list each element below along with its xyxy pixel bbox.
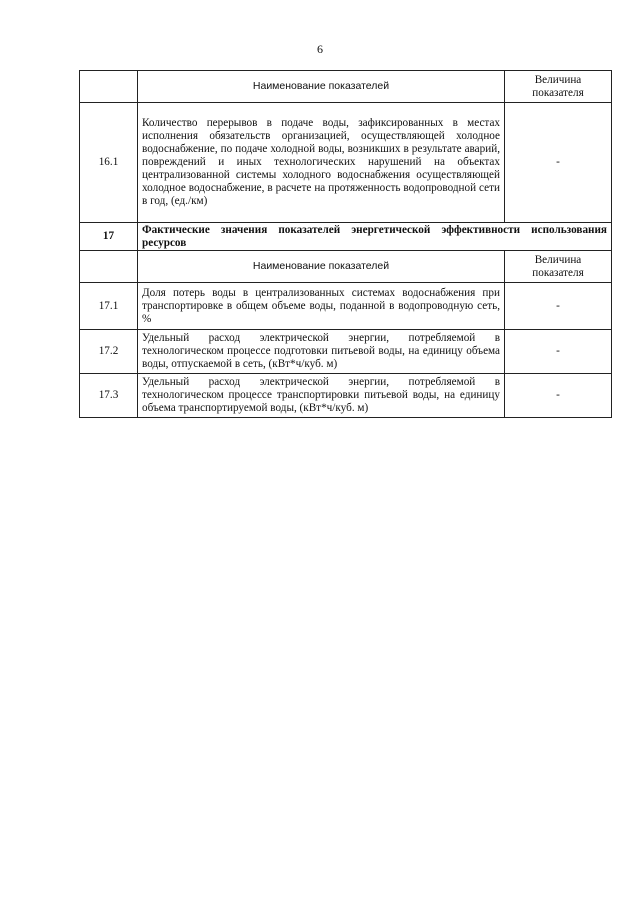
header-value-cell: Величина показателя: [505, 71, 612, 103]
row-description: Удельный расход электрической энергии, потребляемой в технологическом процессе транспортировки питьевой воды, на единицу объема транспортируемой воды, (кВт*ч/куб. м): [138, 374, 505, 418]
row-number: 17.2: [80, 330, 138, 374]
table-row-17-2: [80, 330, 612, 374]
subheader-name-cell: Наименование показателей: [138, 251, 505, 283]
subheader-number-cell: [80, 251, 138, 283]
section-row-17: [80, 223, 612, 251]
row-value: -: [505, 283, 612, 330]
row-number: 17.1: [80, 283, 138, 330]
row-description: Удельный расход электрической энергии, потребляемой в технологическом процессе подготовки питьевой воды, на единицу объема воды, отпускаемой в сеть, (кВт*ч/куб. м): [138, 330, 505, 374]
section-number: 17: [80, 223, 138, 251]
table-header-row: [80, 71, 612, 103]
table-row-17-1: [80, 283, 612, 330]
row-description: Доля потерь воды в централизованных системах водоснабжения при транспортировке в общем объеме воды, поданной в водопроводную сеть, %: [138, 283, 505, 330]
row-description: Количество перерывов в подаче воды, зафиксированных в местах исполнения обязательств организацией, осуществляющей холодное водоснабжение, по подаче холодной воды, возникших в результате аварий, повреждений и иных технологических нарушений на объектах централизованной системы холодного водоснабжения осуществляющей холодное водоснабжение, в расчете на протяженность водопроводной сети в год, (ед./км): [138, 103, 505, 223]
indicators-table: [79, 70, 612, 418]
row-value: -: [505, 374, 612, 418]
subheader-value-cell: Величина показателя: [505, 251, 612, 283]
row-number: 16.1: [80, 103, 138, 223]
row-value: -: [505, 103, 612, 223]
header-number-cell: [80, 71, 138, 103]
table-row-17-3: [80, 374, 612, 418]
row-number: 17.3: [80, 374, 138, 418]
row-value: -: [505, 330, 612, 374]
table-row-16-1: [80, 103, 612, 223]
table-subheader-row: [80, 251, 612, 283]
page-number: 6: [317, 42, 323, 56]
header-name-cell: Наименование показателей: [138, 71, 505, 103]
section-title: Фактические значения показателей энергетической эффективности использования ресурсов: [138, 223, 612, 251]
